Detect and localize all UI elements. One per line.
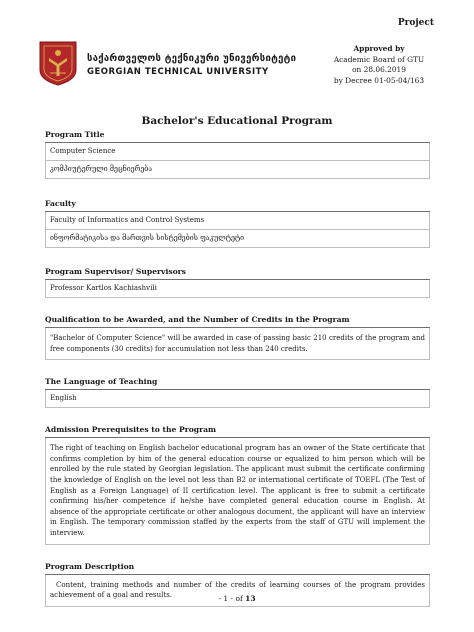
- field-value: ინფორმატიკისა და მართვის სისტემების ფაკულტეტი: [46, 229, 429, 247]
- page-number: [0, 594, 474, 603]
- section-heading: Program Title: [45, 130, 430, 143]
- approval-line: by Decree 01-05-04/163: [333, 75, 425, 85]
- section-heading: The Language of Teaching: [45, 377, 430, 390]
- university-name-georgian: საქართველოს ტექნიკური უნივერსიტეტი: [87, 53, 297, 64]
- field-value: Professor Kartlos Kachiashvili: [50, 284, 157, 292]
- field-box: [45, 143, 430, 179]
- field-value: კომპიუტერული მეცნიერება: [46, 160, 429, 178]
- field-box: [45, 212, 430, 248]
- approval-block: [314, 44, 444, 86]
- approval-line: on 28.06.2019: [352, 65, 406, 74]
- field-paragraph: The right of teaching on English bachelor educational program has an owner of the State certificate that confirms completion by him of the general education course or equalized to him person which will be enrolled by the rule stated by Georgian legislation. The applicant must submit the certificate confirming the knowledge of English on the level not less than B2 or international certificate of TOEFL (The Test of English as a Foreign Language) of II certification level. The applicant is free to submit a certificate confirming his/her competence if he/she have completed general education course in English. At absence of the appropriate certificate or other analogous document, the applicant will have an interview in English. The temporary commission staffed by the experts from the staff of GTU will implement the interview.: [50, 444, 425, 537]
- section-heading: Faculty: [45, 199, 430, 212]
- section-qualification: [45, 315, 430, 360]
- field-value: Computer Science: [50, 147, 116, 155]
- section-heading: Admission Prerequisites to the Program: [45, 425, 430, 438]
- field-box: [45, 280, 430, 298]
- section-faculty: [45, 199, 430, 248]
- section-program-title: [45, 130, 430, 179]
- document-title: Bachelor's Educational Program: [141, 115, 333, 127]
- field-paragraph: "Bachelor of Computer Science" will be awarded in case of passing basic 210 credits of the program and free components (30 credits) for accumulation not less than 240 credits.: [50, 334, 425, 353]
- section-heading: Qualification to be Awarded, and the Number of Credits in the Program: [45, 315, 430, 328]
- field-value: English: [50, 394, 77, 403]
- section-supervisor: [45, 267, 430, 298]
- page-number-of: of: [235, 594, 243, 603]
- field-paragraph: Content, training methods and number of the credits of learning courses of the program provides achievement of a goal and results.: [50, 580, 425, 600]
- university-emblem-icon: [38, 40, 78, 86]
- program-content: [45, 130, 430, 607]
- field-box: [45, 390, 430, 408]
- university-name-english: GEORGIAN TECHNICAL UNIVERSITY: [87, 67, 269, 77]
- field-value: Faculty of Informatics and Control Systems: [50, 216, 205, 224]
- page-number-total: 13: [245, 594, 256, 603]
- approval-heading: Approved by: [353, 44, 405, 53]
- page-number-current: - 1 -: [218, 594, 234, 603]
- approval-line: Academic Board of GTU: [333, 54, 425, 64]
- section-heading: Program Supervisor/ Supervisors: [45, 267, 430, 280]
- field-box: [45, 438, 430, 544]
- project-label: Project: [397, 18, 434, 28]
- section-language: [45, 377, 430, 408]
- field-box: [45, 328, 430, 360]
- section-heading: Program Description: [45, 562, 430, 575]
- section-admission: [45, 425, 430, 544]
